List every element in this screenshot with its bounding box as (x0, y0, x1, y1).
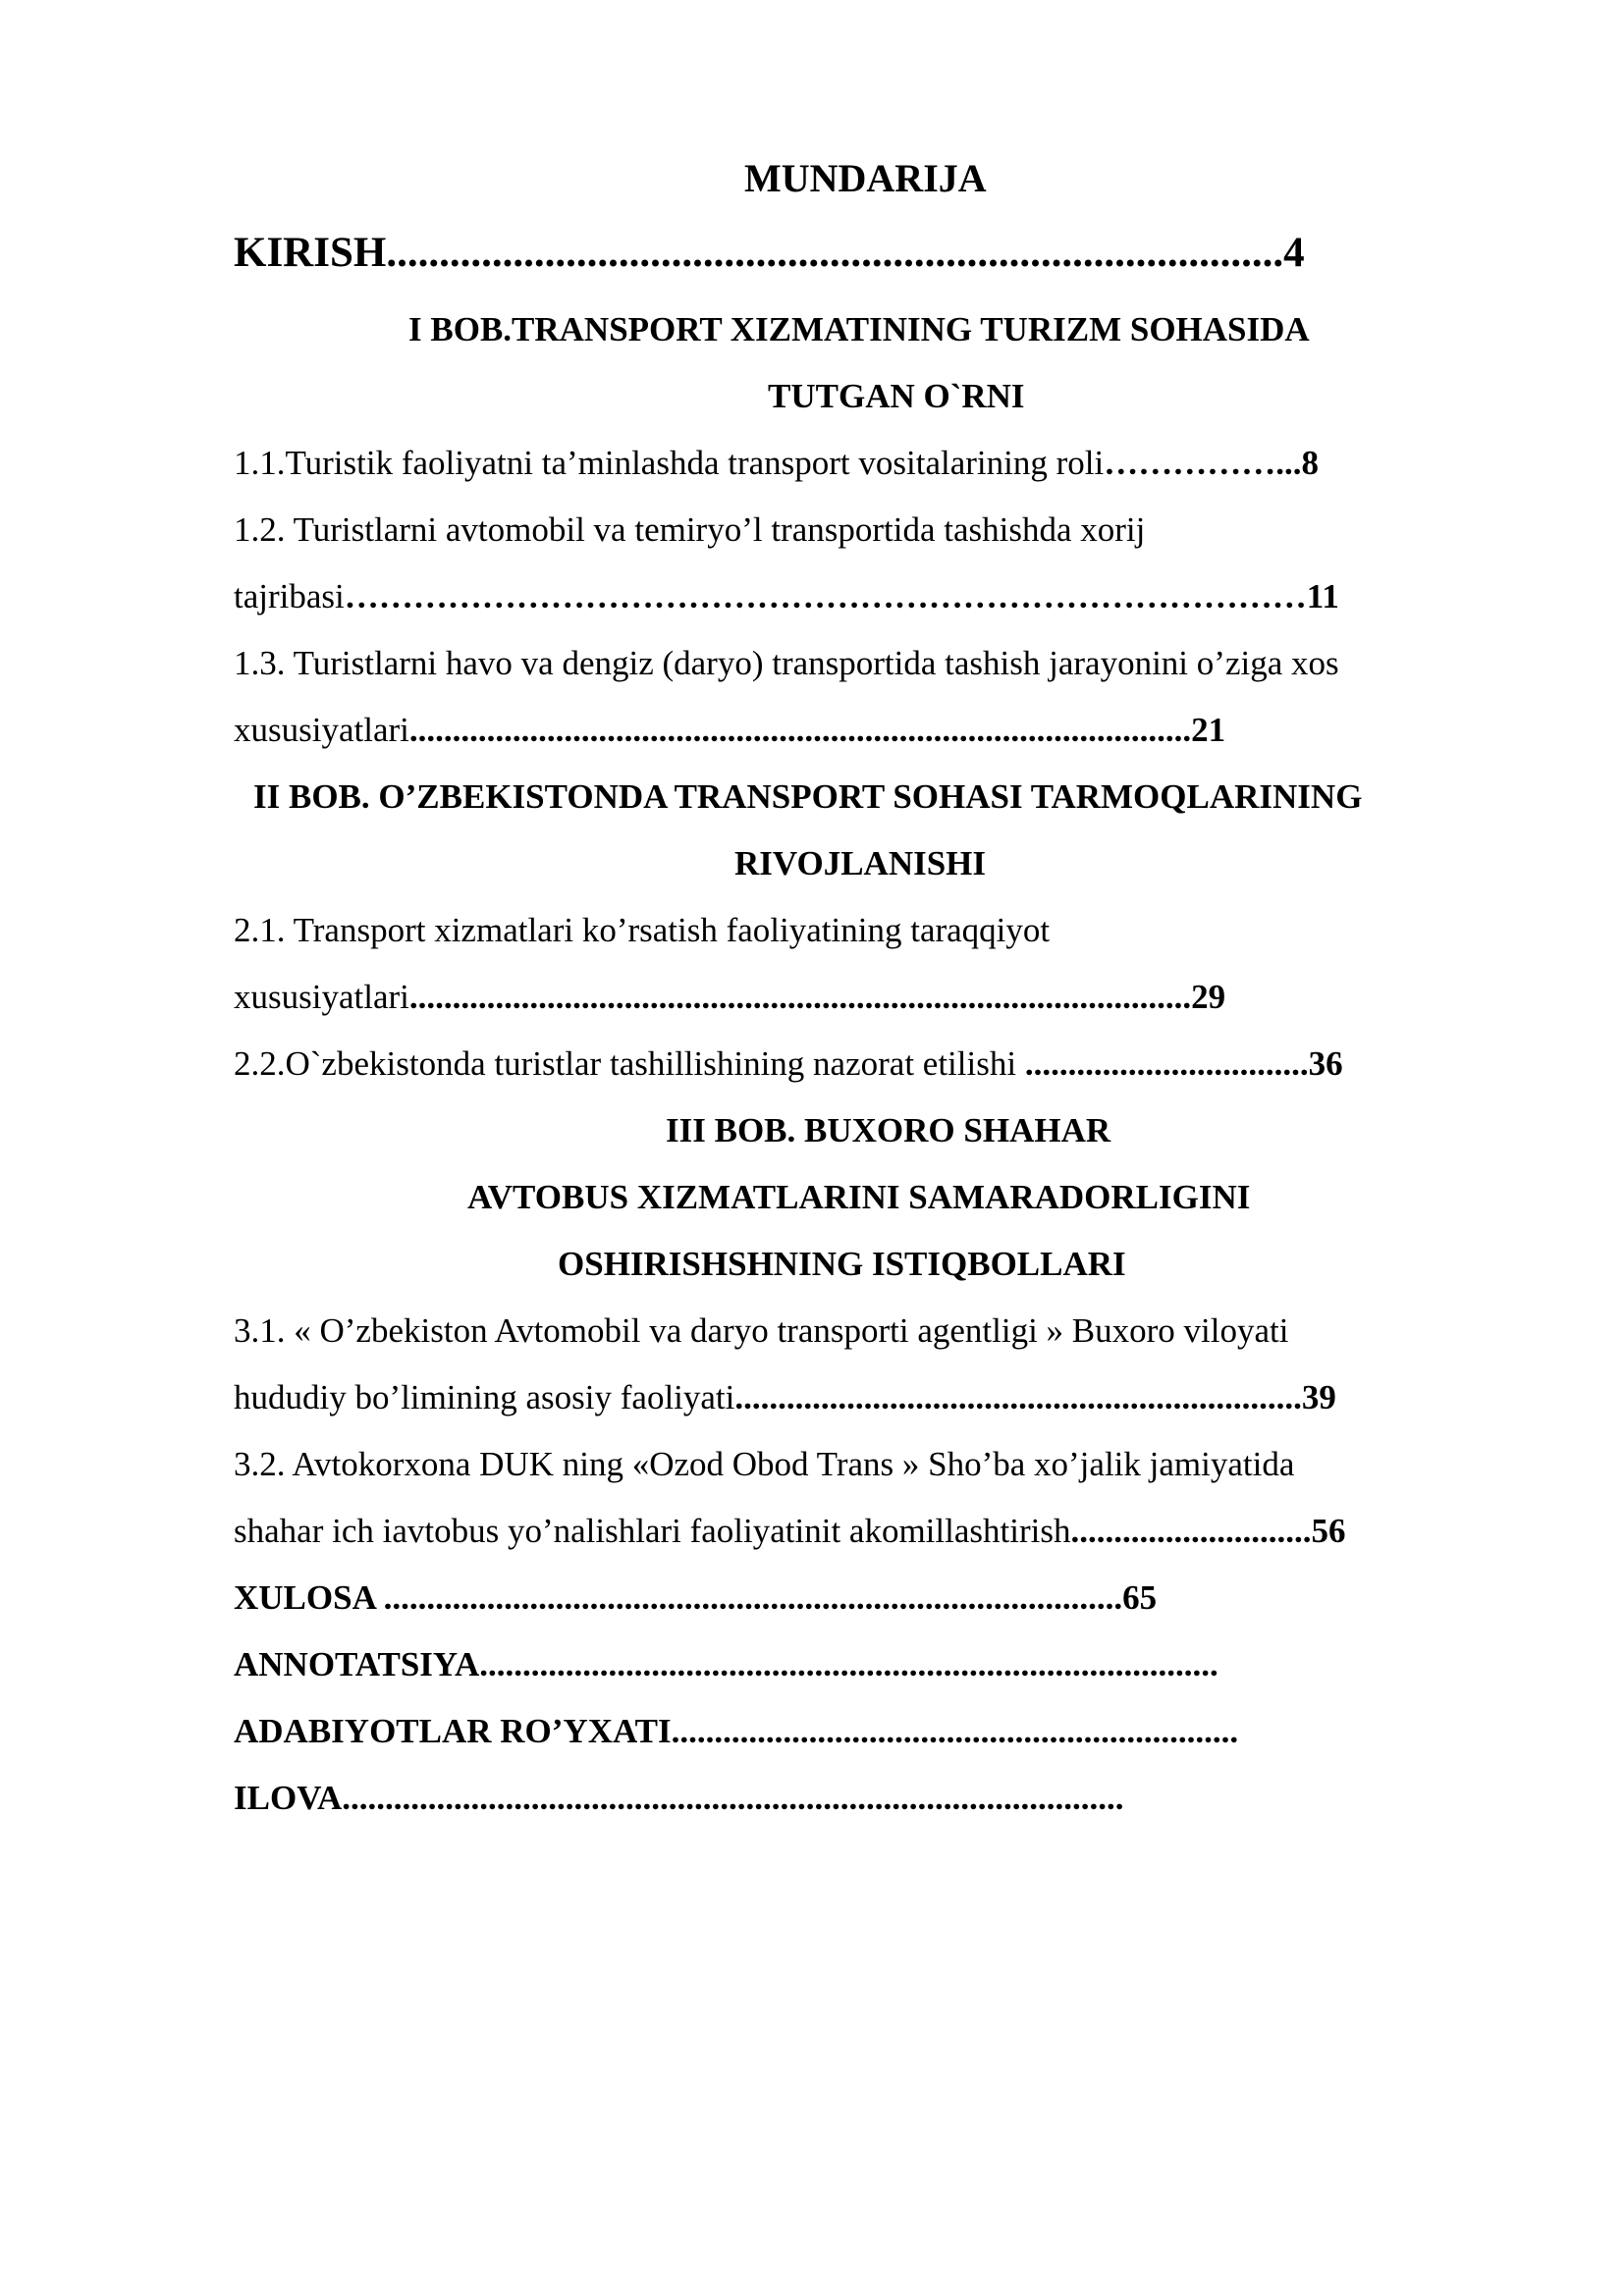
toc-entry-text: 2.2.O`zbekistonda turistlar tashillishining nazorat etilishi (234, 1044, 1025, 1083)
toc-entry-1-3-line-2 (234, 709, 1225, 752)
toc-leader: ............................ (1070, 1512, 1312, 1550)
toc-page-number: 56 (1311, 1512, 1346, 1550)
toc-title: MUNDARIJA (744, 156, 987, 200)
toc-page-number: 29 (1191, 978, 1226, 1016)
toc-entry-text: shahar ich iavtobus yo’nalishlari faoliyatinit akomillashtirish (234, 1512, 1071, 1550)
toc-leader: ................................. (1024, 1044, 1309, 1083)
toc-entry-2-1-line-2 (234, 976, 1225, 1019)
toc-leader: .................................................................. (734, 1378, 1302, 1416)
toc-entry-text: 1.1.Turistik faoliyatni ta’minlashda transport vositalarining roli (234, 444, 1105, 482)
toc-entry-ilova: ILOVA........................................................................................... (234, 1779, 1124, 1817)
toc-entry-kirish: KIRISH.....................................................................................4 (234, 230, 1305, 276)
toc-entry-1-3-line-1: 1.3. Turistlarni havo va dengiz (daryo) transportida tashish jarayonini o’ziga xos (234, 644, 1339, 682)
chapter-2-heading-line-2: RIVOJLANISHI (734, 844, 987, 882)
toc-leader: ……………... (1104, 444, 1302, 482)
toc-entry-2-2 (234, 1042, 1343, 1086)
toc-leader: ........................................................................................... (408, 711, 1192, 749)
toc-entry-3-2-line-2 (234, 1510, 1345, 1553)
toc-page-number: 36 (1308, 1044, 1343, 1083)
toc-entry-text: hududiy bo’limining asosiy faoliyati (234, 1378, 735, 1416)
toc-entry-1-2-line-1: 1.2. Turistlarni avtomobil va temiryo’l transportida tashishda xorij (234, 510, 1146, 549)
toc-page-number: 8 (1301, 444, 1319, 482)
toc-page-number: 11 (1306, 577, 1339, 615)
chapter-3-heading-line-1: III BOB. BUXORO SHAHAR (666, 1111, 1111, 1149)
toc-entry-annotatsiya: ANNOTATSIYA...................................................................................... (234, 1645, 1218, 1683)
toc-leader: ………………………………………………………………………… (344, 577, 1307, 615)
toc-entry-text: xususiyatlari (234, 711, 409, 749)
toc-entry-adabiyotlar: ADABIYOTLAR RO’YXATI.................................................................. (234, 1712, 1239, 1750)
toc-entry-2-1-line-1: 2.1. Transport xizmatlari ko’rsatish faoliyatining taraqqiyot (234, 911, 1051, 949)
chapter-1-heading-line-2: TUTGAN O`RNI (768, 377, 1025, 415)
toc-entry-xulosa: XULOSA ......................................................................................65 (234, 1578, 1158, 1617)
toc-page-number: 39 (1301, 1378, 1336, 1416)
toc-entry-3-2-line-1: 3.2. Avtokorxona DUK ning «Ozod Obod Trans » Sho’ba xo’jalik jamiyatida (234, 1445, 1295, 1483)
toc-entry-1-1 (234, 442, 1319, 485)
chapter-2-heading-line-1: II BOB. O’ZBEKISTONDA TRANSPORT SOHASI TARMOQLARINING (253, 777, 1363, 816)
toc-leader: ........................................................................................... (408, 978, 1192, 1016)
toc-entry-text: xususiyatlari (234, 978, 409, 1016)
toc-entry-1-2-line-2 (234, 575, 1339, 618)
toc-entry-3-1-line-1: 3.1. « O’zbekiston Avtomobil va daryo transporti agentligi » Buxoro viloyati (234, 1311, 1289, 1350)
toc-page-number: 21 (1191, 711, 1226, 749)
chapter-3-heading-line-2: AVTOBUS XIZMATLARINI SAMARADORLIGINI (467, 1178, 1251, 1216)
toc-entry-text: tajribasi (234, 577, 345, 615)
toc-entry-3-1-line-2 (234, 1376, 1336, 1419)
chapter-3-heading-line-3: OSHIRISHSHNING ISTIQBOLLARI (558, 1245, 1126, 1283)
chapter-1-heading-line-1: I BOB.TRANSPORT XIZMATINING TURIZM SOHASIDA (408, 310, 1310, 348)
